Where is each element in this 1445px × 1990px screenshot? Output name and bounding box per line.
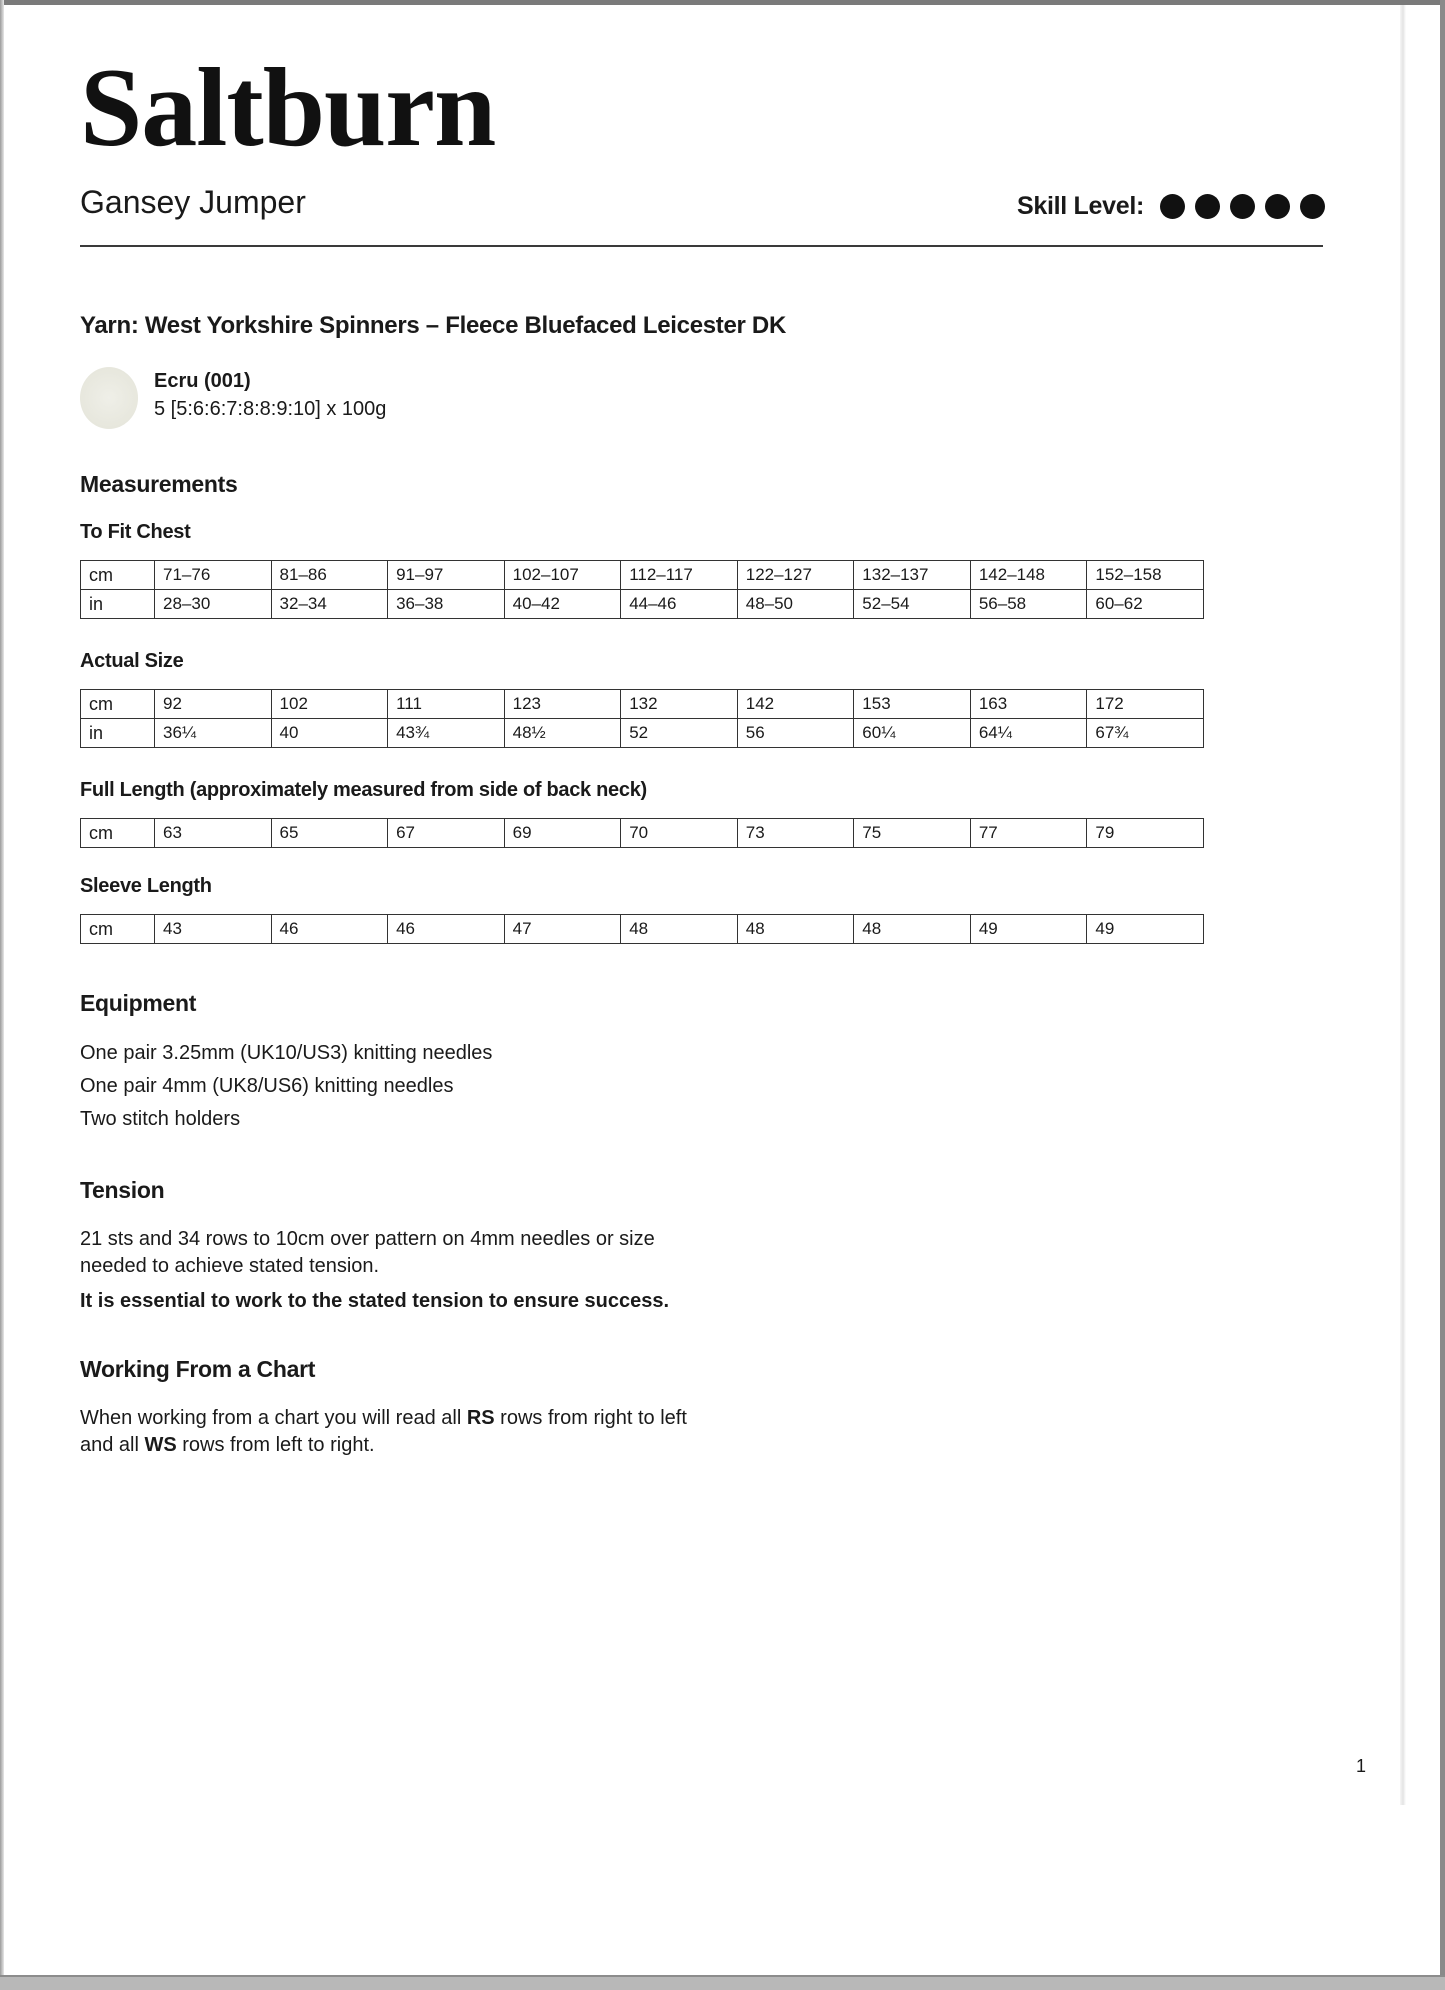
tension-heading: Tension: [80, 1177, 165, 1203]
size-cell: 111: [388, 690, 505, 719]
tension-emphasis: It is essential to work to the stated tension to ensure success.: [80, 1290, 670, 1312]
chart-reading-text: [80, 1405, 700, 1459]
size-cell: 63: [155, 819, 272, 848]
size-cell: 36–38: [388, 590, 505, 619]
scan-border-top: [0, 0, 1445, 5]
size-cell: 123: [504, 690, 621, 719]
chart-reading-heading: Working From a Chart: [80, 1356, 316, 1382]
chart-reading-text-part: rows from left to right.: [176, 1434, 375, 1456]
equipment-heading: Equipment: [80, 990, 197, 1016]
skill-dot-icon: [1230, 194, 1255, 219]
table-row: [81, 590, 1204, 619]
scan-border-right: [1440, 0, 1445, 1990]
actual-size-table: [80, 689, 1204, 748]
size-cell: 102: [271, 690, 388, 719]
size-cell: 142–148: [970, 561, 1087, 590]
size-cell: 48: [621, 915, 738, 944]
scan-border-left: [0, 0, 4, 1990]
skill-dot-icon: [1265, 194, 1290, 219]
skill-dot-icon: [1300, 194, 1325, 219]
unit-cell: in: [81, 719, 155, 748]
size-cell: 40: [271, 719, 388, 748]
size-cell: 75: [854, 819, 971, 848]
size-cell: 91–97: [388, 561, 505, 590]
skill-level-label: Skill Level:: [1016, 192, 1144, 220]
sleeve-length-label: Sleeve Length: [80, 875, 212, 897]
size-cell: 49: [970, 915, 1087, 944]
size-cell: 132: [621, 690, 738, 719]
size-cell: 73: [737, 819, 854, 848]
size-cell: 152–158: [1087, 561, 1204, 590]
equipment-item: One pair 4mm (UK8/US6) knitting needles: [80, 1075, 454, 1097]
size-cell: 28–30: [155, 590, 272, 619]
size-cell: 70: [621, 819, 738, 848]
size-cell: 32–34: [271, 590, 388, 619]
size-cell: 56–58: [970, 590, 1087, 619]
size-cell: 142: [737, 690, 854, 719]
size-cell: 64¼: [970, 719, 1087, 748]
size-cell: 92: [155, 690, 272, 719]
size-cell: 102–107: [504, 561, 621, 590]
size-cell: 43: [155, 915, 272, 944]
size-cell: 153: [854, 690, 971, 719]
header-divider: [80, 245, 1323, 247]
unit-cell: cm: [81, 915, 155, 944]
size-cell: 46: [388, 915, 505, 944]
size-cell: 69: [504, 819, 621, 848]
size-cell: 71–76: [155, 561, 272, 590]
size-cell: 60¼: [854, 719, 971, 748]
yarn-swatch: [80, 367, 138, 429]
size-cell: 172: [1087, 690, 1204, 719]
size-cell: 81–86: [271, 561, 388, 590]
size-cell: 67¾: [1087, 719, 1204, 748]
yarn-quantity: 5 [5:6:6:7:8:8:9:10] x 100g: [154, 398, 387, 420]
yarn-color-name: Ecru (001): [154, 370, 251, 392]
size-cell: 48: [854, 915, 971, 944]
rs-term: RS: [466, 1407, 495, 1429]
ws-term: WS: [144, 1434, 177, 1456]
size-cell: 40–42: [504, 590, 621, 619]
size-cell: 112–117: [621, 561, 738, 590]
size-cell: 132–137: [854, 561, 971, 590]
size-cell: 52: [621, 719, 738, 748]
size-cell: 77: [970, 819, 1087, 848]
skill-dot-icon: [1195, 194, 1220, 219]
size-cell: 122–127: [737, 561, 854, 590]
full-length-table: [80, 818, 1204, 848]
equipment-item: One pair 3.25mm (UK10/US3) knitting needles: [80, 1042, 493, 1064]
size-cell: 48–50: [737, 590, 854, 619]
unit-cell: cm: [81, 561, 155, 590]
scan-border-bottom: [0, 1975, 1445, 1990]
unit-cell: cm: [81, 819, 155, 848]
size-cell: 44–46: [621, 590, 738, 619]
equipment-list: [80, 1037, 492, 1136]
skill-level: [1017, 192, 1325, 221]
page-edge-shadow: [1400, 5, 1406, 1805]
full-length-label: Full Length (approximately measured from side of back neck): [80, 779, 647, 801]
skill-dot-icon: [1160, 194, 1185, 219]
table-row: [81, 819, 1204, 848]
to-fit-chest-label: To Fit Chest: [80, 521, 191, 543]
size-cell: 43¾: [388, 719, 505, 748]
table-row: [81, 915, 1204, 944]
size-cell: 48: [737, 915, 854, 944]
tension-text: 21 sts and 34 rows to 10cm over pattern on 4mm needles or size needed to achieve stated tension.: [80, 1228, 655, 1277]
size-cell: 67: [388, 819, 505, 848]
actual-size-label: Actual Size: [80, 650, 184, 672]
page-number: 1: [1356, 1756, 1367, 1776]
size-cell: 52–54: [854, 590, 971, 619]
size-cell: 79: [1087, 819, 1204, 848]
chart-reading-text-part: When working from a chart you will read all: [80, 1407, 467, 1429]
measurements-heading: Measurements: [80, 471, 238, 497]
size-cell: 46: [271, 915, 388, 944]
size-cell: 56: [737, 719, 854, 748]
to-fit-chest-table: [80, 560, 1204, 619]
size-cell: 163: [970, 690, 1087, 719]
size-cell: 49: [1087, 915, 1204, 944]
size-cell: 47: [504, 915, 621, 944]
sleeve-length-table: [80, 914, 1204, 944]
pattern-title: Saltburn: [80, 46, 496, 170]
size-cell: 36¼: [155, 719, 272, 748]
chart-reading-text-part: rows from right to left and all: [80, 1407, 687, 1456]
unit-cell: in: [81, 590, 155, 619]
equipment-item: Two stitch holders: [80, 1108, 241, 1130]
unit-cell: cm: [81, 690, 155, 719]
table-row: [81, 561, 1204, 590]
size-cell: 65: [271, 819, 388, 848]
table-row: [81, 719, 1204, 748]
size-cell: 60–62: [1087, 590, 1204, 619]
size-cell: 48½: [504, 719, 621, 748]
table-row: [81, 690, 1204, 719]
pattern-subtitle: Gansey Jumper: [80, 184, 306, 220]
yarn-heading: Yarn: West Yorkshire Spinners – Fleece Bluefaced Leicester DK: [80, 312, 787, 339]
